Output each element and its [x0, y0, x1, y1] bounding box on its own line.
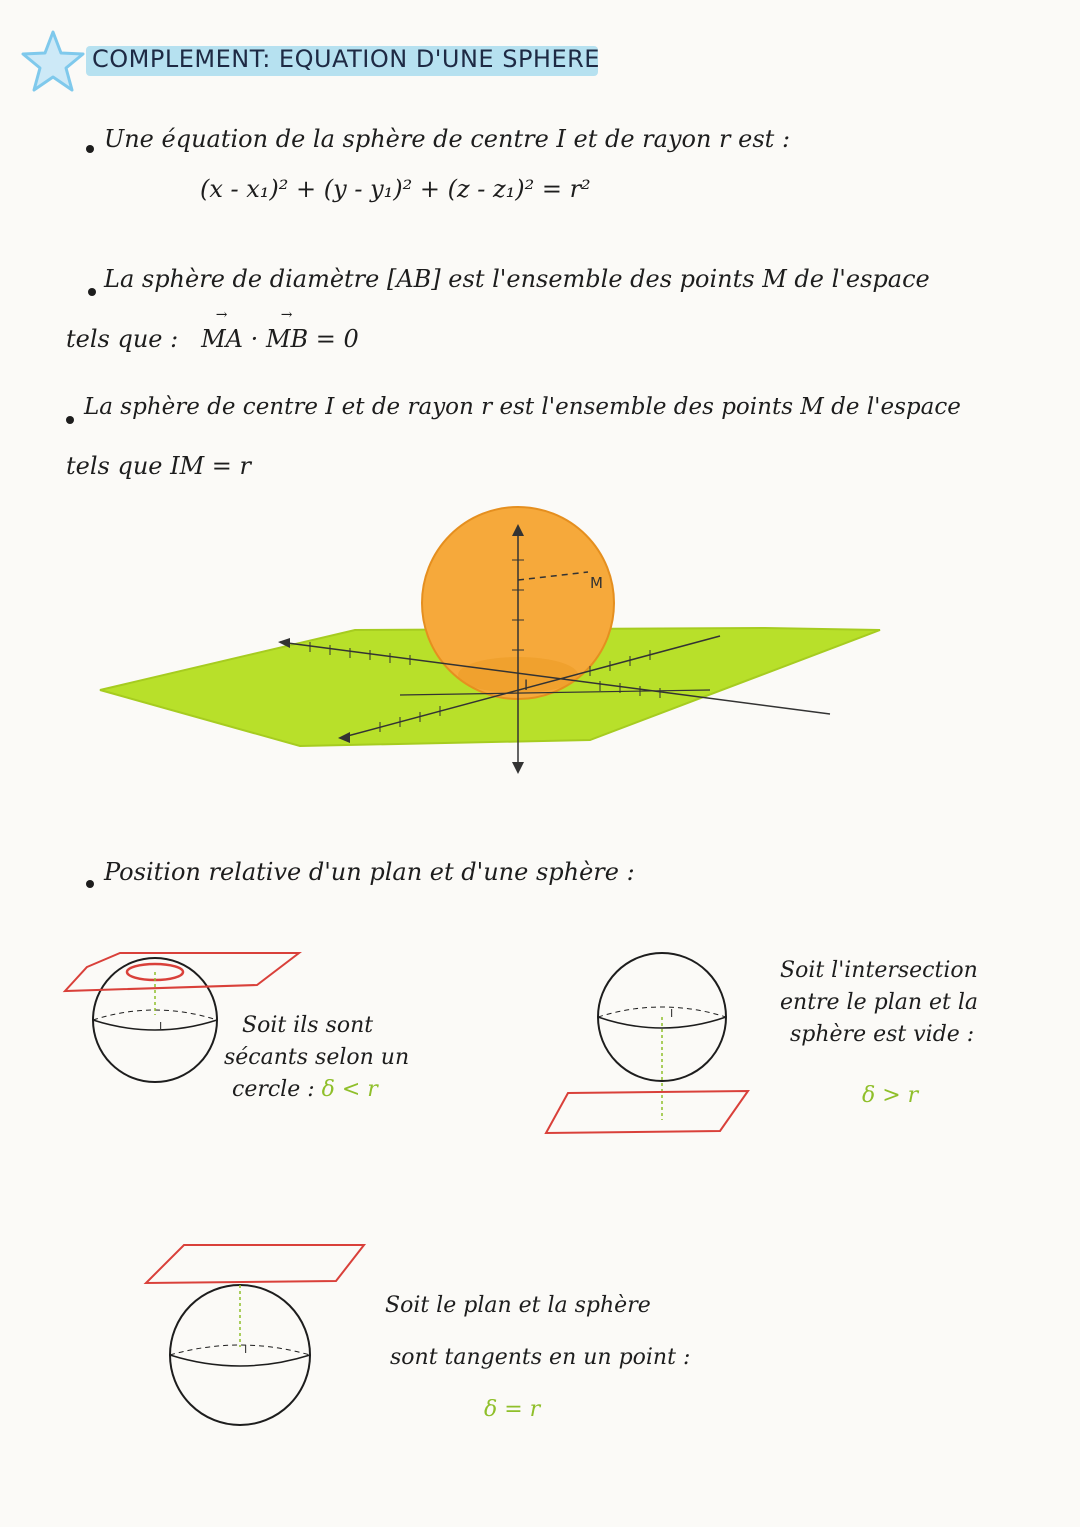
empty-plane — [546, 1091, 748, 1133]
empty-condition: δ > r — [862, 1083, 919, 1108]
empty-line3: sphère est vide : — [790, 1022, 975, 1047]
dot-product-sign: · — [250, 325, 259, 353]
secant-center-label: I — [159, 1020, 163, 1033]
empty-equator-back — [598, 1007, 726, 1017]
tangent-figure — [140, 1235, 380, 1435]
diameter-condition-prefix: tels que : — [66, 325, 179, 353]
tangent-equator — [170, 1355, 310, 1366]
sphere-equation-intro: Une équation de la sphère de centre I et de rayon r est : — [104, 125, 791, 153]
secant-line3: cercle : — [232, 1077, 315, 1102]
center-radius-definition: La sphère de centre I et de rayon r est l'ensemble des points M de l'espace — [84, 394, 961, 420]
secant-equator — [93, 1020, 217, 1030]
secant-line3-wrap — [232, 1074, 378, 1106]
bullet-dot — [66, 416, 74, 424]
sphere-equation: (x - x₁)² + (y - y₁)² + (z - z₁)² = r² — [200, 175, 591, 203]
center-i-label: I — [524, 678, 529, 694]
tangent-center-label: I — [244, 1343, 248, 1356]
tangent-condition: δ = r — [484, 1397, 541, 1422]
tangent-line2: sont tangents en un point : — [390, 1345, 691, 1370]
secant-line1: Soit ils sont — [242, 1013, 374, 1038]
bullet-dot — [86, 145, 94, 153]
bullet-dot — [86, 880, 94, 888]
axis-arrow-down — [512, 762, 524, 774]
tangent-plane — [146, 1245, 364, 1283]
point-m-label: M — [590, 574, 603, 592]
title-block — [20, 28, 660, 98]
diameter-definition: La sphère de diamètre [AB] est l'ensemble des points M de l'espace — [104, 265, 930, 293]
center-radius-condition: tels que IM = r — [66, 452, 252, 480]
secant-condition: δ < r — [321, 1077, 378, 1102]
equals-zero: = 0 — [315, 325, 359, 353]
empty-center-label: I — [670, 1007, 674, 1020]
tangent-line1: Soit le plan et la sphère — [385, 1293, 651, 1318]
sphere-on-plane-figure — [0, 500, 1080, 800]
relative-position-heading: Position relative d'un plan et d'une sphère : — [104, 858, 635, 886]
empty-intersection-figure — [540, 945, 770, 1145]
secant-sphere — [93, 958, 217, 1082]
diameter-condition — [66, 325, 359, 353]
bullet-dot — [88, 288, 96, 296]
empty-line2: entre le plan et la — [780, 990, 979, 1015]
empty-line1: Soit l'intersection — [780, 958, 978, 983]
secant-line2: sécants selon un — [224, 1045, 410, 1070]
page-title: COMPLEMENT: EQUATION D'UNE SPHERE — [92, 45, 600, 73]
vector-mb: → MB — [266, 325, 308, 353]
vector-ma: → MA — [201, 325, 243, 353]
star-icon — [20, 28, 86, 94]
